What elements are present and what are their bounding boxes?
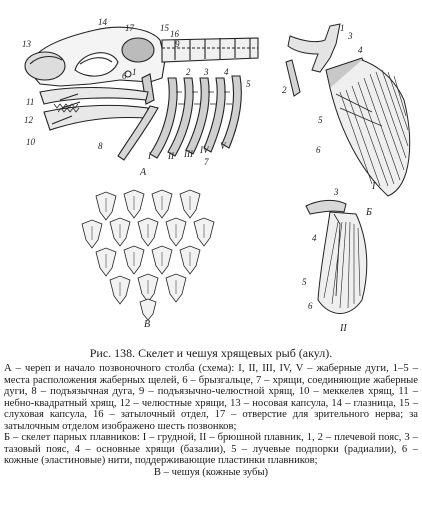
label-15: 15 (160, 23, 169, 33)
label-2: 2 (186, 67, 191, 77)
fin1-label-3: 3 (348, 31, 353, 41)
placoid-scales-drawing (82, 190, 214, 320)
panel-label-b: Б (366, 207, 372, 218)
label-10: 10 (26, 137, 35, 147)
caption-para-b: Б – скелет парных плавников: I – грудной, II – брюшной плавник, 1, 2 – плечевой пояс, 3 – тазовый пояс, 4 – основные хрящи (базалии), 5 – лучевые подпорки (радиалии), 6 – кожные (эластиновые) нити, поддерживающие пластинки плавников; (4, 432, 418, 466)
label-16: 16 (170, 29, 179, 39)
caption-para-v: В – чешуя (кожные зубы) (153, 466, 269, 478)
label-11: 11 (26, 97, 35, 107)
label-arch-I: I (148, 151, 151, 161)
label-arch-II: II (168, 151, 174, 161)
panel-label-v: В (144, 319, 151, 330)
pelvic-fin-drawing (306, 200, 367, 313)
label-3: 3 (204, 67, 209, 77)
fin1-label-5: 5 (318, 115, 323, 125)
label-9: 9 (175, 39, 180, 49)
label-8: 8 (98, 141, 103, 151)
label-5: 5 (246, 79, 251, 89)
fin2-label-5: 5 (302, 277, 307, 287)
panel-label-a: А (140, 167, 147, 178)
fin2-label-6: 6 (308, 301, 313, 311)
figure-caption (4, 346, 418, 478)
label-arch-V: V (220, 141, 226, 151)
label-1: 1 (132, 67, 137, 77)
label-17: 17 (125, 23, 134, 33)
pectoral-fin-drawing (286, 24, 410, 196)
fin2-label-3: 3 (334, 187, 339, 197)
label-6: 6 (122, 71, 127, 81)
label-12: 12 (24, 115, 33, 125)
label-13: 13 (22, 39, 31, 49)
label-7: 7 (204, 157, 209, 167)
caption-title: Рис. 138. Скелет и чешуя хрящевых рыб (акул). (89, 346, 333, 360)
fin1-label-6: 6 (316, 145, 321, 155)
fin1-label-1: 1 (340, 23, 345, 33)
caption-para-a: А – череп и начало позвоночного столба (схема): I, II, III, IV, V – жаберные дуги, 1–5 – места расположения жаберных щелей, 6 – брызгальце, 7 – хрящи, соединяющие жаберные дуги, 8 – подъязычная дуга, 9 – подъязычно-челюстной хрящ, 10 – меккелев хрящ, 11 – небно-квадратный хрящ, 12 – челюстные хрящи, 13 – носовая капсула, 14 – глазница, 15 – слуховая капсула, 16 – затылочный отдел, 17 – отверстие для зрительного нерва; за затылочным отделом изображено шесть позвонков; (4, 363, 418, 432)
fin1-label-4: 4 (358, 45, 363, 55)
label-arch-III: III (184, 149, 193, 159)
fin2-label-4: 4 (312, 233, 317, 243)
panel-label-pectoral: I (372, 181, 376, 192)
label-arch-IV: IV (200, 145, 209, 155)
label-14: 14 (98, 17, 107, 27)
panel-label-pelvic: II (340, 323, 347, 334)
fin1-label-2: 2 (282, 85, 287, 95)
label-4: 4 (224, 67, 229, 77)
